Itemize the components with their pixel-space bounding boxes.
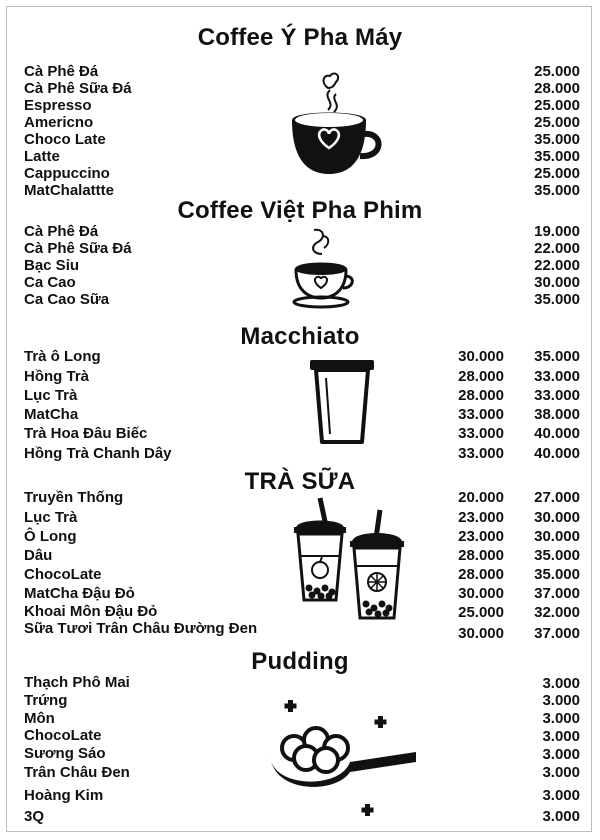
plastic-cup-icon bbox=[308, 358, 380, 446]
menu-item-name: Bạc Sỉu bbox=[24, 257, 80, 274]
menu-item-price-large: 30.000 bbox=[534, 528, 580, 545]
menu-item-name: Hồng Trà bbox=[24, 368, 90, 385]
menu-item-name: Cappuccino bbox=[24, 165, 110, 182]
menu-item-name: Lục Trà bbox=[24, 387, 78, 404]
menu-item-name: Cà Phê Đá bbox=[24, 223, 99, 240]
menu-item-name: Ô Long bbox=[24, 528, 77, 545]
menu-item-price-small: 30.000 bbox=[458, 348, 504, 365]
menu-item-name: Sương Sáo bbox=[24, 745, 106, 762]
menu-item-name: Trứng bbox=[24, 692, 68, 709]
menu-item-price: 25.000 bbox=[534, 97, 580, 114]
menu-item-name: Truyền Thống bbox=[24, 489, 124, 506]
teacup-saucer-heart-icon bbox=[290, 226, 356, 310]
menu-item-name: Americno bbox=[24, 114, 94, 131]
menu-item-name: MatChalattte bbox=[24, 182, 115, 199]
menu-item-name: Latte bbox=[24, 148, 60, 165]
menu-item-name: Hoàng Kim bbox=[24, 787, 104, 804]
menu-item-price-small: 20.000 bbox=[458, 489, 504, 506]
menu-item-name: Trân Châu Đen bbox=[24, 764, 130, 781]
menu-item-price-large: 40.000 bbox=[534, 425, 580, 442]
menu-item-price-large: 35.000 bbox=[534, 348, 580, 365]
menu-item-price: 35.000 bbox=[534, 131, 580, 148]
menu-item-price: 35.000 bbox=[534, 148, 580, 165]
menu-item-price-small: 30.000 bbox=[458, 585, 504, 602]
menu-item-price-large: 40.000 bbox=[534, 445, 580, 462]
section-title-macchiato: Macchiato bbox=[240, 323, 360, 350]
section-title-pudding: Pudding bbox=[251, 648, 349, 675]
menu-item-price: 25.000 bbox=[534, 114, 580, 131]
menu-item-price: 22.000 bbox=[534, 257, 580, 274]
menu-item-name: Espresso bbox=[24, 97, 92, 114]
menu-item-price-small: 23.000 bbox=[458, 509, 504, 526]
menu-item-price: 3.000 bbox=[542, 808, 580, 825]
espresso-cup-heart-icon bbox=[284, 62, 384, 180]
menu-item-price: 3.000 bbox=[542, 787, 580, 804]
menu-item-price-large: 37.000 bbox=[534, 625, 580, 642]
menu-item-name: Lục Trà bbox=[24, 509, 78, 526]
menu-item-name: Choco Late bbox=[24, 131, 106, 148]
menu-item-name: ChocoLate bbox=[24, 566, 102, 583]
menu-item-price: 3.000 bbox=[542, 728, 580, 745]
menu-item-name: Khoai Môn Đậu Đỏ bbox=[24, 603, 158, 620]
menu-item-price: 3.000 bbox=[542, 746, 580, 763]
menu-item-name: Dâu bbox=[24, 547, 53, 564]
menu-item-price-small: 28.000 bbox=[458, 368, 504, 385]
menu-item-price: 19.000 bbox=[534, 223, 580, 240]
menu-item-price-small: 23.000 bbox=[458, 528, 504, 545]
menu-item-price-large: 32.000 bbox=[534, 604, 580, 621]
menu-item-name: Cà Phê Sữa Đá bbox=[24, 80, 132, 97]
menu-item-price: 28.000 bbox=[534, 80, 580, 97]
pudding-spoon-icon bbox=[266, 690, 422, 822]
menu-item-price-small: 33.000 bbox=[458, 406, 504, 423]
menu-item-price: 25.000 bbox=[534, 165, 580, 182]
menu-item-name: Cà Phê Sữa Đá bbox=[24, 240, 132, 257]
menu-item-price-small: 28.000 bbox=[458, 387, 504, 404]
menu-item-name: MatCha bbox=[24, 406, 79, 423]
menu-item-price-small: 33.000 bbox=[458, 425, 504, 442]
menu-item-price-small: 33.000 bbox=[458, 445, 504, 462]
menu-item-price-large: 30.000 bbox=[534, 509, 580, 526]
menu-item-price-large: 35.000 bbox=[534, 566, 580, 583]
menu-item-price-small: 30.000 bbox=[458, 625, 504, 642]
menu-item-name: Cà Phê Đá bbox=[24, 63, 99, 80]
menu-item-name: Ca Cao bbox=[24, 274, 76, 291]
menu-item-name: MatCha Đậu Đỏ bbox=[24, 585, 135, 602]
menu-item-name: ChocoLate bbox=[24, 727, 102, 744]
menu-item-name: Thạch Phô Mai bbox=[24, 674, 130, 691]
menu-item-price: 22.000 bbox=[534, 240, 580, 257]
menu-item-price-small: 25.000 bbox=[458, 604, 504, 621]
menu-item-price: 35.000 bbox=[534, 182, 580, 199]
menu-item-price-large: 38.000 bbox=[534, 406, 580, 423]
menu-item-price-large: 37.000 bbox=[534, 585, 580, 602]
menu-item-name: 3Q bbox=[24, 808, 45, 825]
menu-item-price-small: 28.000 bbox=[458, 566, 504, 583]
bubble-tea-cups-icon bbox=[290, 496, 406, 622]
menu-item-name: Hồng Trà Chanh Dây bbox=[24, 445, 172, 462]
menu-item-price: 3.000 bbox=[542, 675, 580, 692]
menu-item-price-large: 35.000 bbox=[534, 547, 580, 564]
section-title-coffee-y: Coffee Ý Pha Máy bbox=[197, 24, 403, 51]
menu-item-price: 25.000 bbox=[534, 63, 580, 80]
menu-item-name: Trà Hoa Đâu Biếc bbox=[24, 425, 148, 442]
menu-item-name: Môn bbox=[24, 710, 55, 727]
menu-item-price-large: 27.000 bbox=[534, 489, 580, 506]
section-title-tra-sua: TRÀ SỮA bbox=[244, 468, 356, 495]
menu-item-name: Sữa Tươi Trân Châu Đường Đen bbox=[24, 620, 258, 637]
menu-item-name: Trà ô Long bbox=[24, 348, 101, 365]
menu-item-price-large: 33.000 bbox=[534, 368, 580, 385]
menu-item-price: 3.000 bbox=[542, 710, 580, 727]
menu-item-price: 30.000 bbox=[534, 274, 580, 291]
menu-item-price: 35.000 bbox=[534, 291, 580, 308]
menu-item-price-large: 33.000 bbox=[534, 387, 580, 404]
menu-item-price: 3.000 bbox=[542, 692, 580, 709]
menu-item-price: 3.000 bbox=[542, 764, 580, 781]
menu-item-price-small: 28.000 bbox=[458, 547, 504, 564]
section-title-coffee-viet: Coffee Việt Pha Phim bbox=[177, 197, 423, 224]
menu-item-name: Ca Cao Sữa bbox=[24, 291, 110, 308]
